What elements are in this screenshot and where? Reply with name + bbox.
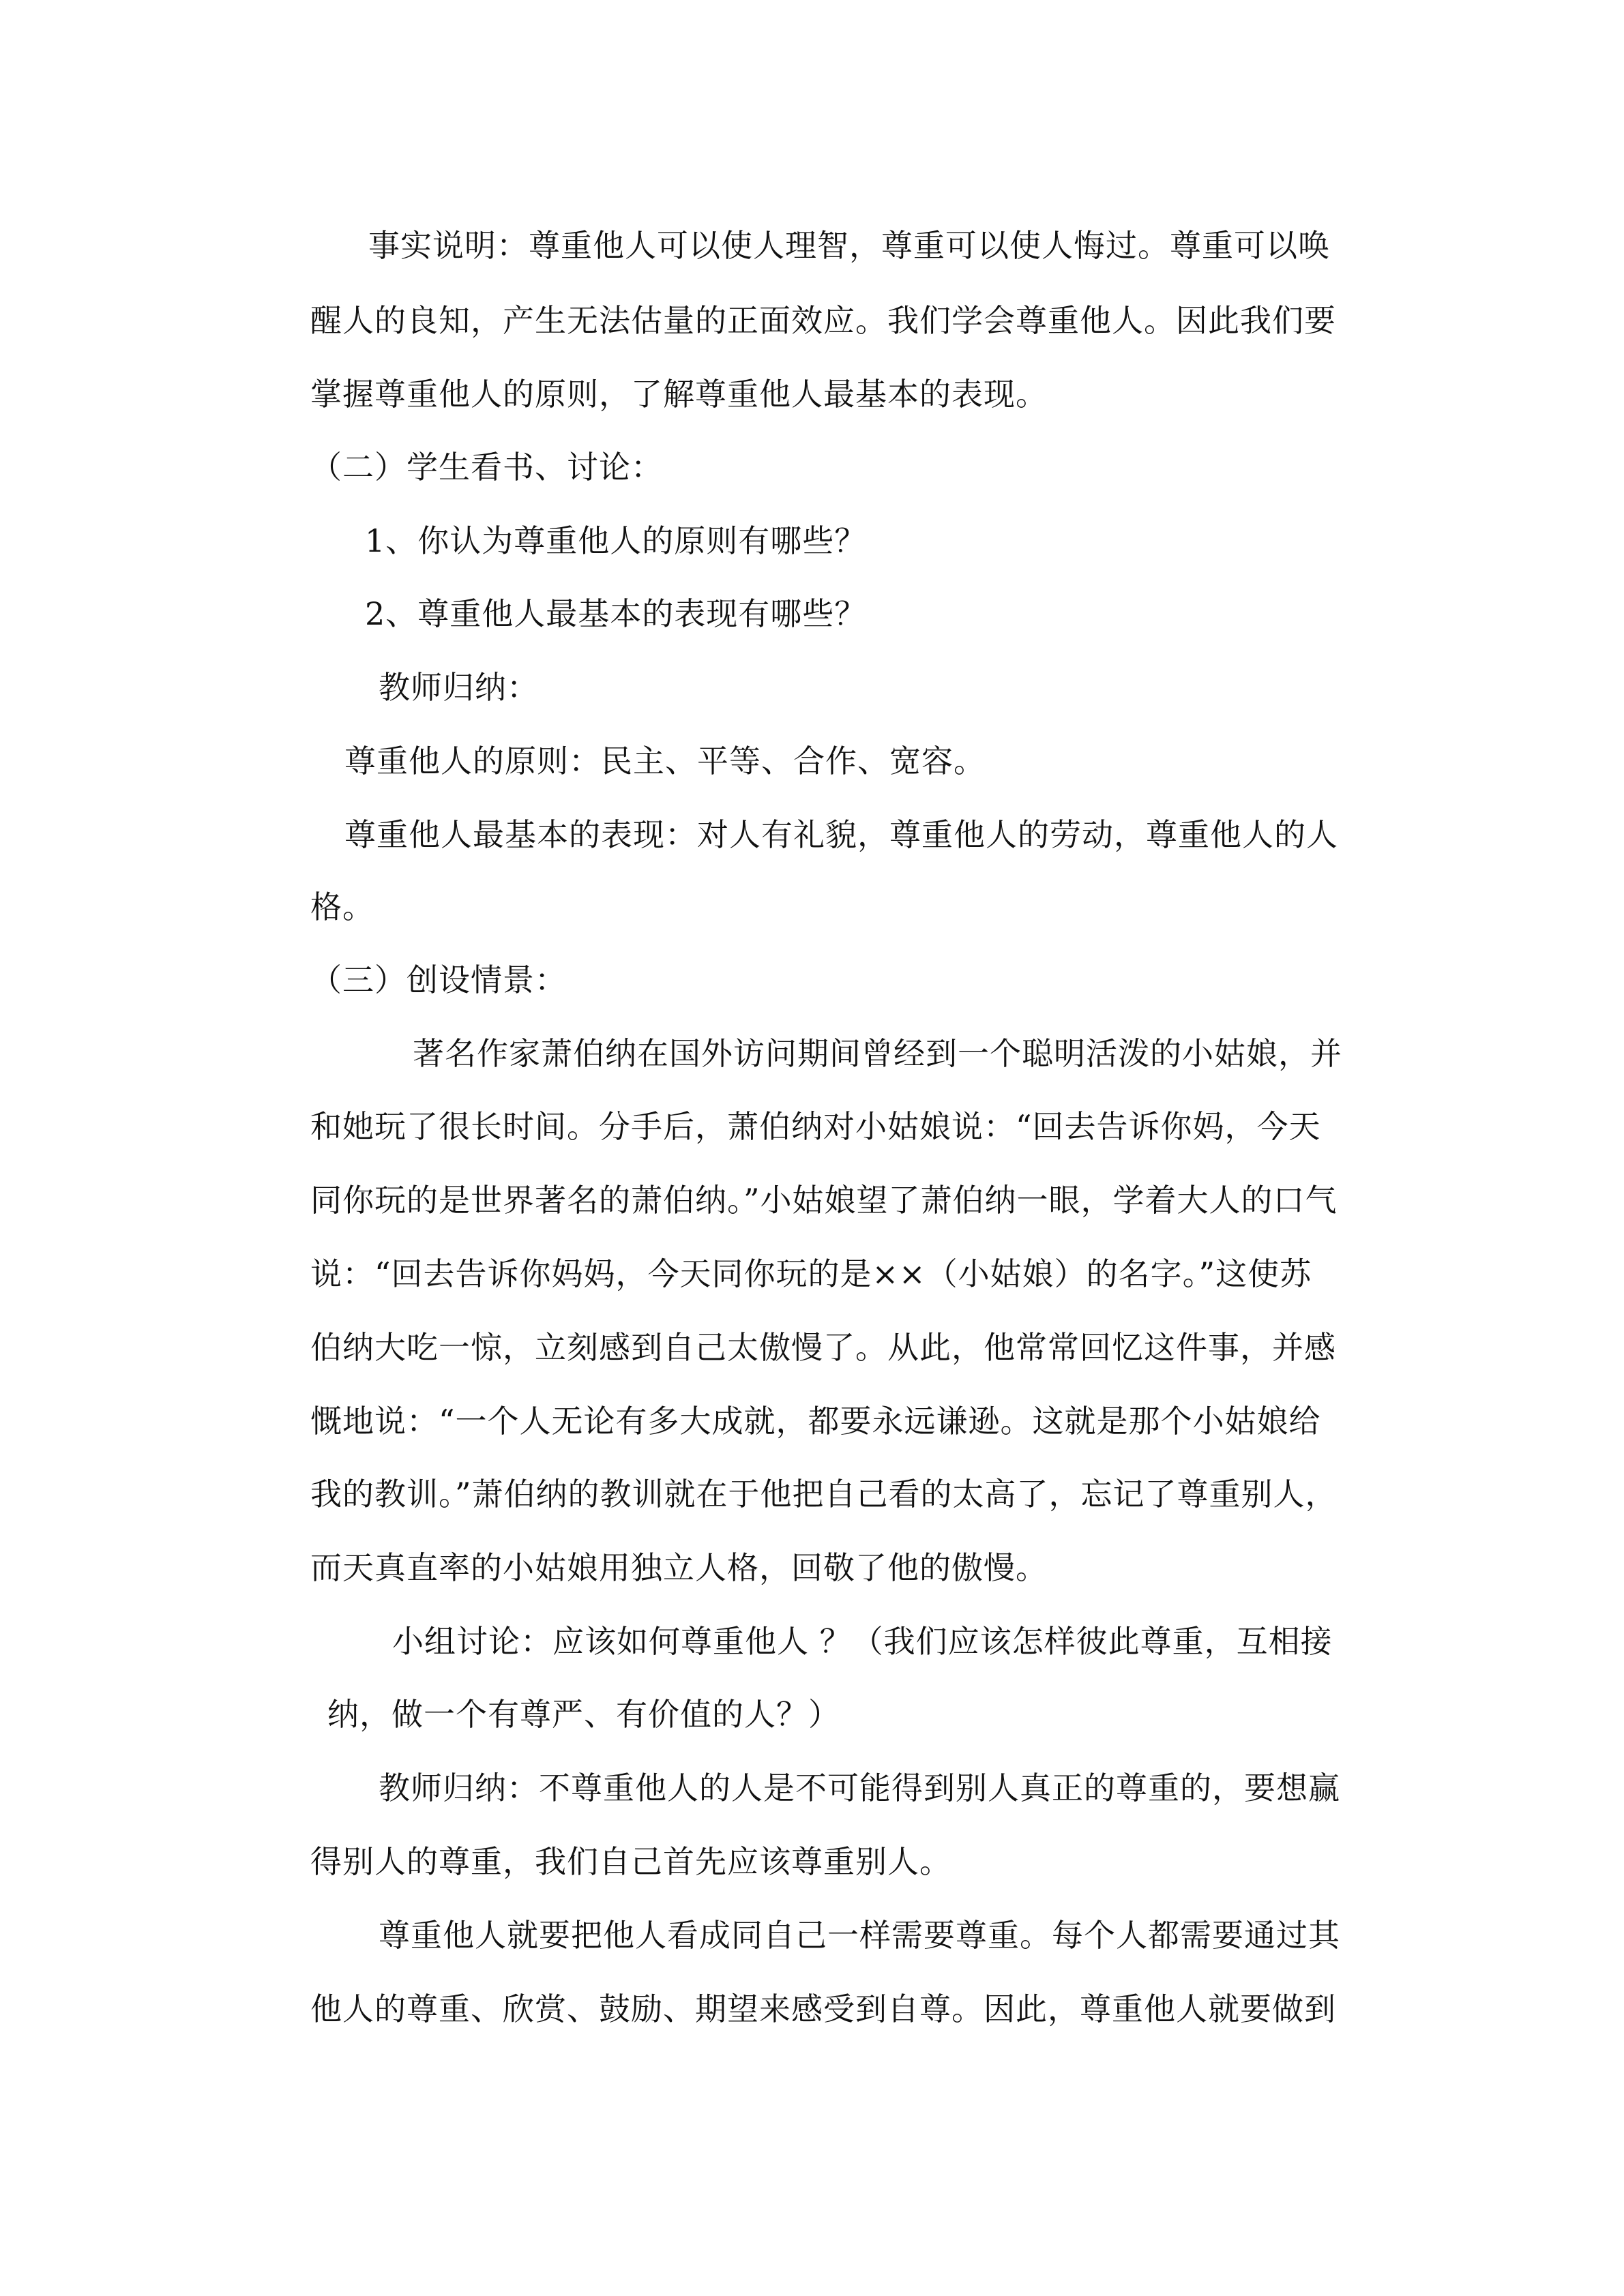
text-line: 尊重他人的原则：民主、平等、合作、宽容。	[344, 743, 986, 779]
list-item: 1、你认为尊重他人的原则有哪些？	[365, 522, 867, 559]
text-line: 小组讨论：应该如何尊重他人 ？（我们应该怎样彼此尊重，互相接	[392, 1623, 1333, 1660]
text-line: 尊重他人就要把他人看成同自己一样需要尊重。每个人都需要通过其	[379, 1917, 1340, 1954]
text-line: 他人的尊重、欣赏、鼓励、期望来感受到自尊。因此，尊重他人就要做到	[310, 1991, 1336, 2027]
text-line: 醒人的良知，产生无法估量的正面效应。我们学会尊重他人。因此我们要	[310, 302, 1336, 339]
text-line: 教师归纳：不尊重他人的人是不可能得到别人真正的尊重的，要想赢	[379, 1770, 1340, 1806]
text-line: 同你玩的是世界著名的萧伯纳。”小姑娘望了萧伯纳一眼，学着大人的口气	[310, 1182, 1338, 1219]
text-line: 和她玩了很长时间。分手后，萧伯纳对小姑娘说：“回去告诉你妈，今天	[310, 1108, 1321, 1145]
text-line: 教师归纳：	[379, 669, 539, 706]
text-line: 事实说明：尊重他人可以使人理智，尊重可以使人悔过。尊重可以唤	[368, 227, 1330, 264]
section-heading: （二）学生看书、讨论：	[310, 449, 663, 486]
list-item: 2、尊重他人最基本的表现有哪些？	[365, 595, 867, 632]
text-line: 格。	[310, 889, 374, 925]
text-line: 纳，做一个有尊严、有价值的人？）	[327, 1696, 840, 1733]
text-line: 伯纳大吃一惊，立刻感到自己太傲慢了。从此，他常常回忆这件事，并感	[310, 1329, 1336, 1366]
text-line: 得别人的尊重，我们自己首先应该尊重别人。	[310, 1843, 951, 1880]
text-line: 说：“回去告诉你妈妈，今天同你玩的是××（小姑娘）的名字。”这使苏	[310, 1255, 1312, 1292]
text-line: 我的教训。”萧伯纳的教训就在于他把自己看的太高了，忘记了尊重别人，	[310, 1476, 1338, 1512]
text-line: 尊重他人最基本的表现：对人有礼貌，尊重他人的劳动，尊重他人的人	[344, 816, 1338, 853]
text-line: 而天真直率的小姑娘用独立人格，回敬了他的傲慢。	[310, 1549, 1048, 1586]
text-line: 慨地说：“一个人无论有多大成就，都要永远谦逊。这就是那个小姑娘给	[310, 1403, 1321, 1440]
text-line: 著名作家萧伯纳在国外访问期间曾经到一个聪明活泼的小姑娘，并	[413, 1035, 1342, 1072]
section-heading: （三）创设情景：	[310, 961, 567, 998]
text-line: 掌握尊重他人的原则，了解尊重他人最基本的表现。	[310, 376, 1048, 413]
